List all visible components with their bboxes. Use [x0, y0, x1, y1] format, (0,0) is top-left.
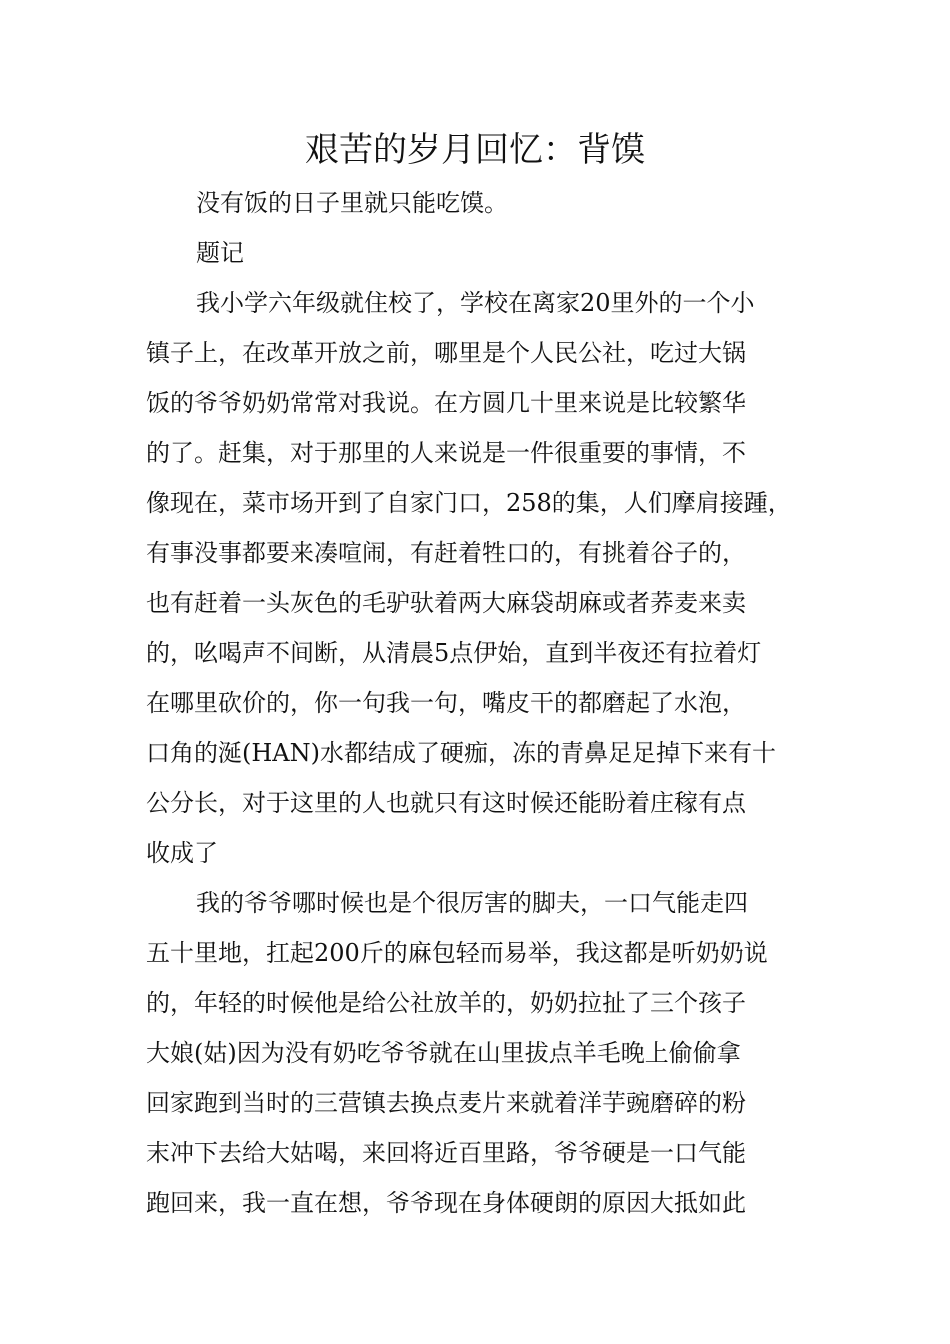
paragraph-line: 大娘(姑)因为没有奶吃爷爷就在山里拔点羊毛晚上偷偷拿 [146, 1039, 741, 1067]
paragraph-line: 的了。赶集，对于那里的人来说是一件很重要的事情，不 [146, 439, 746, 467]
paragraph-line: 回家跑到当时的三营镇去换点麦片来就着洋芋豌磨碎的粉 [146, 1089, 746, 1117]
document-title: 艰苦的岁月回忆：背馍 [305, 130, 645, 170]
paragraph-line: 跑回来，我一直在想，爷爷现在身体硬朗的原因大抵如此 [146, 1189, 746, 1217]
paragraph-line: 收成了 [146, 839, 218, 867]
paragraph-line: 在哪里砍价的，你一句我一句，嘴皮干的都磨起了水泡， [146, 689, 746, 717]
paragraph-line: 我小学六年级就住校了，学校在离家20里外的一个小 [196, 289, 755, 317]
paragraph-line: 口角的涎(HAN)水都结成了硬痂，冻的青鼻足足掉下来有十 [146, 739, 776, 767]
paragraph-line: 公分长，对于这里的人也就只有这时候还能盼着庄稼有点 [146, 789, 746, 817]
paragraph-line: 有事没事都要来凑喧闹，有赶着牲口的，有挑着谷子的， [146, 539, 746, 567]
paragraph-line: 也有赶着一头灰色的毛驴驮着两大麻袋胡麻或者荞麦来卖 [146, 589, 746, 617]
paragraph-line: 的，吆喝声不间断，从清晨5点伊始，直到半夜还有拉着灯 [146, 639, 762, 667]
paragraph-line: 末冲下去给大姑喝，来回将近百里路，爷爷硬是一口气能 [146, 1139, 746, 1167]
paragraph-line: 像现在，菜市场开到了自家门口，258的集，人们摩肩接踵， [146, 489, 792, 517]
paragraph-line: 饭的爷爷奶奶常常对我说。在方圆几十里来说是比较繁华 [146, 389, 746, 417]
paragraph-line: 我的爷爷哪时候也是个很厉害的脚夫，一口气能走四 [196, 889, 748, 917]
document-body [146, 178, 846, 1228]
paragraph-line: 题记 [196, 239, 244, 267]
paragraph-line: 的，年轻的时候他是给公社放羊的，奶奶拉扯了三个孩子 [146, 989, 746, 1017]
paragraph-line: 没有饭的日子里就只能吃馍。 [196, 189, 508, 217]
paragraph-line: 五十里地，扛起200斤的麻包轻而易举，我这都是听奶奶说 [146, 939, 768, 967]
paragraph-line: 镇子上，在改革开放之前，哪里是个人民公社，吃过大锅 [146, 339, 746, 367]
